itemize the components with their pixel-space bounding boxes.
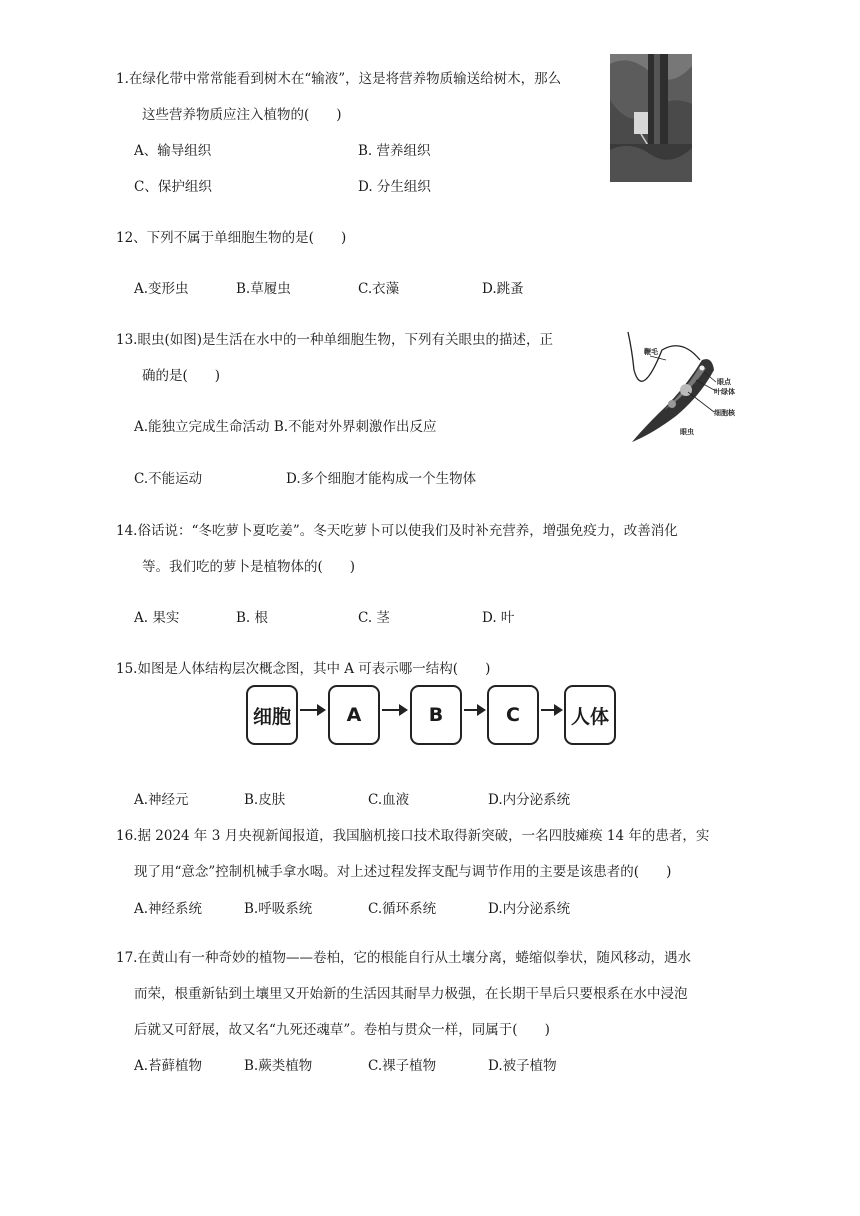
question-15-option-a: A.神经元 bbox=[134, 792, 189, 808]
question-12-option-b: B.草履虫 bbox=[236, 281, 291, 297]
euglena-label-eyespot: 眼点 bbox=[717, 378, 731, 386]
question-17-option-a: A.苔藓植物 bbox=[134, 1058, 203, 1074]
diagram-box-c: C bbox=[487, 685, 539, 745]
question-15-stem: 15.如图是人体结构层次概念图，其中 A 可表示哪一结构( ) bbox=[116, 661, 491, 677]
question-13-option-d: D.多个细胞才能构成一个生物体 bbox=[286, 471, 477, 487]
question-11-stem-line2: 这些营养物质应注入植物的( ) bbox=[142, 107, 342, 123]
euglena-label-chloroplast: 叶绿体 bbox=[714, 388, 735, 396]
euglena-label-flagellum: 鞭毛 bbox=[644, 348, 658, 356]
question-14-option-d: D. 叶 bbox=[482, 610, 515, 626]
question-16-option-b: B.呼吸系统 bbox=[244, 901, 313, 917]
question-12-option-a: A.变形虫 bbox=[134, 281, 189, 297]
question-15-option-c: C.血液 bbox=[368, 792, 410, 808]
question-11-option-d: D. 分生组织 bbox=[358, 179, 431, 195]
question-16-stem-line1: 16.据 2024 年 3 月央视新闻报道，我国脑机接口技术取得新突破，一名四肢瘫痪 14 年的患者，实 bbox=[116, 828, 710, 844]
diagram-box-cell: 细胞 bbox=[246, 685, 298, 745]
euglena-label-name: 眼虫 bbox=[680, 428, 694, 436]
question-11-stem-line1: 1.在绿化带中常常能看到树木在“输液”，这是将营养物质输送给树木，那么 bbox=[116, 71, 562, 87]
question-17-stem-line3: 后就又可舒展，故又名“九死还魂草”。卷柏与贯众一样，同属于( ) bbox=[134, 1022, 550, 1038]
question-14-stem-line2: 等。我们吃的萝卜是植物体的( ) bbox=[142, 559, 356, 575]
tree-infusion-photo bbox=[610, 54, 692, 182]
euglena-label-nucleus: 细胞核 bbox=[714, 409, 735, 417]
diagram-box-a: A bbox=[328, 685, 380, 745]
diagram-box-b: B bbox=[410, 685, 462, 745]
question-17-stem-line2: 而荣，根重新钻到土壤里又开始新的生活因其耐旱力极强，在长期干旱后只要根系在水中浸泡 bbox=[134, 986, 688, 1002]
question-13-option-a-b: A.能独立完成生命活动 B.不能对外界刺激作出反应 bbox=[134, 419, 437, 435]
question-14-option-c: C. 茎 bbox=[358, 610, 390, 626]
question-16-stem-line2: 现了用“意念”控制机械手拿水喝。对上述过程发挥支配与调节作用的主要是该患者的( ) bbox=[134, 864, 672, 880]
question-17-option-c: C.裸子植物 bbox=[368, 1058, 437, 1074]
question-16-option-a: A.神经系统 bbox=[134, 901, 203, 917]
question-11-option-b: B. 营养组织 bbox=[358, 143, 431, 159]
question-16-option-d: D.内分泌系统 bbox=[488, 901, 571, 917]
question-12-option-d: D.跳蚤 bbox=[482, 281, 524, 297]
question-14-stem-line1: 14.俗话说：“冬吃萝卜夏吃姜”。冬天吃萝卜可以使我们及时补充营养，增强免疫力，改善消化 bbox=[116, 523, 678, 539]
question-17-option-d: D.被子植物 bbox=[488, 1058, 557, 1074]
question-15-option-d: D.内分泌系统 bbox=[488, 792, 571, 808]
question-17-option-b: B.蕨类植物 bbox=[244, 1058, 313, 1074]
diagram-arrow-3 bbox=[464, 709, 484, 711]
diagram-arrow-1 bbox=[300, 709, 324, 711]
question-11-option-c: C、保护组织 bbox=[134, 179, 212, 195]
euglena-figure bbox=[622, 330, 742, 446]
question-12-option-c: C.衣藻 bbox=[358, 281, 400, 297]
question-13-stem-line1: 13.眼虫(如图)是生活在水中的一种单细胞生物，下列有关眼虫的描述，正 bbox=[116, 332, 554, 348]
diagram-box-human-body: 人体 bbox=[564, 685, 616, 745]
question-17-stem-line1: 17.在黄山有一种奇妙的植物——卷柏，它的根能自行从土壤分离，蜷缩似拳状，随风移动，遇水 bbox=[116, 950, 691, 966]
question-16-option-c: C.循环系统 bbox=[368, 901, 437, 917]
question-14-option-b: B. 根 bbox=[236, 610, 269, 626]
question-12-stem: 12、下列不属于单细胞生物的是( ) bbox=[116, 230, 347, 246]
question-15-option-b: B.皮肤 bbox=[244, 792, 286, 808]
question-13-stem-line2: 确的是( ) bbox=[142, 368, 221, 384]
diagram-arrow-2 bbox=[382, 709, 406, 711]
question-13-option-c: C.不能运动 bbox=[134, 471, 203, 487]
question-11-option-a: A、输导组织 bbox=[134, 143, 212, 159]
question-14-option-a: A. 果实 bbox=[134, 610, 180, 626]
diagram-arrow-4 bbox=[541, 709, 561, 711]
